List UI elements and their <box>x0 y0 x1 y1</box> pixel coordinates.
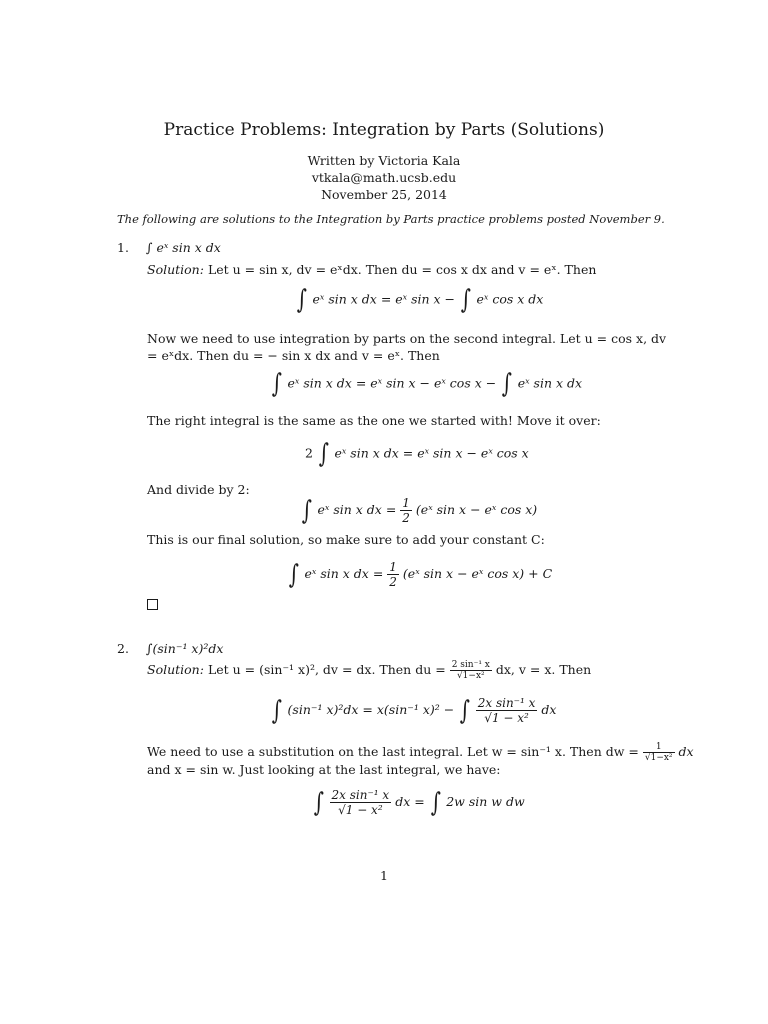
numerator: 2x sin⁻¹ x <box>331 788 390 802</box>
integral-sign: ∫ <box>271 369 282 399</box>
numerator: 1 <box>389 560 397 574</box>
denominator: 2 <box>389 575 397 589</box>
fraction <box>400 496 412 525</box>
equation-part: eˣ sin x dx = eˣ sin x − eˣ cos x − <box>287 375 497 391</box>
equation-part: eˣ sin x dx = <box>304 566 384 581</box>
problem-2-paragraph-2-cont: and x = sin w. Just looking at the last integral, we have: <box>147 762 501 777</box>
fraction <box>330 788 392 817</box>
integral-sign: ∫ <box>501 369 513 399</box>
integral-sign: ∫ <box>460 285 471 315</box>
equation-part: dx <box>541 702 557 717</box>
equation-part: 2w sin w dw <box>446 794 525 809</box>
equation-6 <box>270 696 556 725</box>
equation-part: eˣ sin x dx = <box>317 502 397 517</box>
fraction <box>387 560 399 589</box>
solution-text: Let u = sin x, dv = eˣdx. Then du = cos x dx and v = eˣ. Then <box>207 262 597 277</box>
equation-part: (eˣ sin x − eˣ cos x) + C <box>402 566 553 581</box>
solution-text: dx, v = x. Then <box>495 662 592 677</box>
equation-part: (sin⁻¹ x)²dx = x(sin⁻¹ x)² − <box>287 702 455 717</box>
problem-2-solution-line <box>147 660 591 681</box>
integral-sign: ∫ <box>301 495 312 526</box>
fraction <box>450 660 492 681</box>
fraction <box>643 742 675 763</box>
equation-part: (eˣ sin x − eˣ cos x) <box>415 502 538 517</box>
equation-part: eˣ cos x dx <box>476 291 544 307</box>
intro-text: The following are solutions to the Integration by Parts practice problems posted November 9. <box>117 212 665 226</box>
problem-1-solution-line <box>147 262 596 277</box>
problem-2-paragraph-2 <box>147 742 694 763</box>
equation-3 <box>305 439 529 469</box>
document-title: Practice Problems: Integration by Parts (Solutions) <box>163 120 605 140</box>
problem-1-paragraph-2: Now we need to use integration by parts on the second integral. Let u = cos x, dv = eˣdx. Then du = − sin x dx and v = eˣ. Then <box>147 331 667 363</box>
fraction <box>476 696 538 725</box>
numerator: 1 <box>643 742 675 753</box>
equation-part: dx = <box>395 794 425 809</box>
integral-sign: ∫ <box>430 787 441 818</box>
integral-sign: ∫ <box>313 787 324 818</box>
numerator: 1 <box>402 496 410 510</box>
denominator: √1−x² <box>456 671 485 681</box>
problem-2-statement: ∫(sin⁻¹ x)²dx <box>146 641 224 656</box>
integral-sign: ∫ <box>271 695 282 726</box>
denominator: 2 <box>402 511 410 525</box>
equation-part: eˣ sin x dx = eˣ sin x − eˣ cos x <box>334 445 529 461</box>
denominator: √1−x² <box>644 753 673 763</box>
paragraph-text: dx <box>678 744 694 759</box>
integral-sign: ∫ <box>288 559 299 590</box>
equation-2 <box>270 369 583 399</box>
denominator: √1 − x² <box>338 803 383 817</box>
equation-part: eˣ sin x dx = eˣ sin x − <box>312 291 456 307</box>
problem-1-number: 1. <box>117 240 129 255</box>
equation-4 <box>300 496 537 525</box>
problem-1-statement: ∫ eˣ sin x dx <box>146 240 221 255</box>
integral-sign: ∫ <box>296 285 307 315</box>
problem-1-paragraph-5: This is our final solution, so make sure to add your constant C: <box>147 532 545 547</box>
date: November 25, 2014 <box>321 187 447 202</box>
solution-text: Let u = (sin⁻¹ x)², dv = dx. Then du = <box>207 662 446 677</box>
problem-1-paragraph-3: The right integral is the same as the one we started with! Move it over: <box>147 413 601 428</box>
integral-sign: ∫ <box>318 439 329 469</box>
problem-2-number: 2. <box>117 641 129 656</box>
solution-label: Solution: <box>147 262 204 277</box>
email: vtkala@math.ucsb.edu <box>311 170 457 185</box>
solution-label: Solution: <box>147 662 204 677</box>
equation-part: eˣ sin x dx <box>517 375 583 391</box>
equation-coefficient: 2 <box>305 445 313 461</box>
integral-sign: ∫ <box>459 695 471 726</box>
denominator: √1 − x² <box>484 711 529 725</box>
paragraph-text: We need to use a substitution on the last integral. Let w = sin⁻¹ x. Then dw = <box>147 744 639 759</box>
equation-5 <box>287 560 552 589</box>
numerator: 2x sin⁻¹ x <box>477 696 536 710</box>
equation-1 <box>295 285 544 315</box>
page-number: 1 <box>380 868 388 883</box>
numerator: 2 sin⁻¹ x <box>451 660 490 670</box>
qed-box <box>147 599 158 610</box>
problem-1-paragraph-4: And divide by 2: <box>147 482 250 497</box>
equation-7 <box>312 788 525 817</box>
author: Written by Victoria Kala <box>307 153 461 168</box>
